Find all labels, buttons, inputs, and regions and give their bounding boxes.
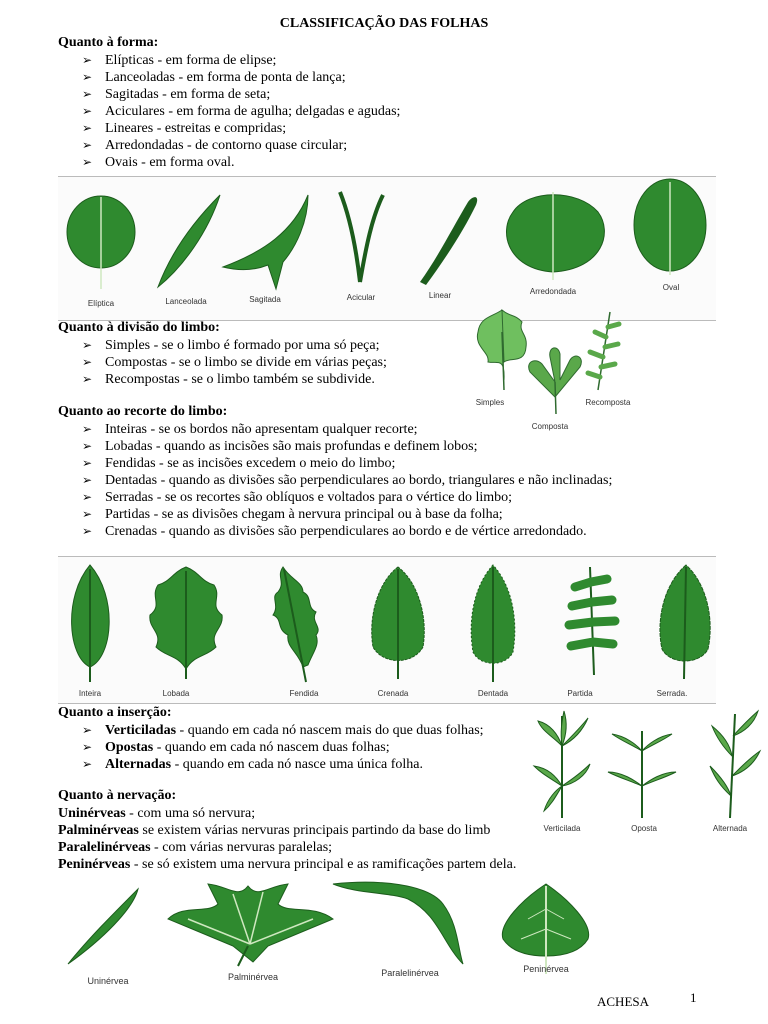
alternate-icon <box>710 711 760 818</box>
verticillate-icon <box>534 711 590 818</box>
list-recorte <box>58 421 612 540</box>
simple-leaf-icon <box>477 310 526 390</box>
arrow-bullet-icon: ➢ <box>82 87 93 101</box>
lobed-leaf-icon <box>150 567 222 679</box>
list-item: ➢ Fendidas - se as incisões excedem o meio do limbo; <box>82 456 396 471</box>
list-item: ➢ Lineares - estreitas e compridas; <box>82 121 287 136</box>
opposite-icon <box>608 731 676 818</box>
list-divisao <box>58 337 387 388</box>
list-item: ➢ Recompostas - se o limbo também se subdivide. <box>82 372 375 387</box>
margin-caption: Lobada <box>162 689 190 698</box>
arrow-bullet-icon: ➢ <box>82 507 93 521</box>
arrow-bullet-icon: ➢ <box>82 338 93 352</box>
arrow-bullet-icon: ➢ <box>82 138 93 152</box>
elliptic-leaf-icon <box>67 196 135 289</box>
arrow-bullet-icon: ➢ <box>82 524 93 538</box>
division-caption: Composta <box>531 422 569 431</box>
palminerved-leaf-icon <box>168 884 333 966</box>
margin-caption: Dentada <box>477 689 509 698</box>
list-item: ➢ Verticiladas - quando em cada nó nascem mais do que duas folhas; <box>82 723 484 738</box>
list-item: Paralelinérveas - com várias nervuras paralelas; <box>58 840 333 855</box>
list-item: Uninérveas - com uma só nervura; <box>58 806 256 821</box>
list-item: ➢ Ovais - em forma oval. <box>82 155 235 170</box>
leaf-venation-illustration <box>58 874 618 984</box>
arrow-bullet-icon: ➢ <box>82 723 93 737</box>
list-item: ➢ Dentadas - quando as divisões são perpendiculares ao bordo, triangulares e não inclinadas; <box>82 473 613 488</box>
list-item: ➢ Crenadas - quando as divisões são perpendiculares ao bordo e de vértice arredondado. <box>82 524 587 539</box>
cleft-leaf-icon <box>273 567 318 682</box>
list-item: ➢ Lobadas - quando as incisões são mais profundas e definem lobos; <box>82 439 478 454</box>
list-item: ➢ Partidas - se as divisões chegam à nervura principal ou à base da folha; <box>82 507 503 522</box>
margin-caption: Crenada <box>377 689 409 698</box>
shape-caption: Oval <box>662 283 680 292</box>
rounded-leaf-icon <box>506 192 604 280</box>
leaf-division-illustration <box>470 302 640 432</box>
insertion-caption: Verticilada <box>543 824 581 833</box>
arrow-bullet-icon: ➢ <box>82 757 93 771</box>
recompound-leaf-icon <box>588 312 619 390</box>
venation-caption: Peninérvea <box>523 964 569 974</box>
arrow-bullet-icon: ➢ <box>82 104 93 118</box>
crenate-leaf-icon <box>372 567 425 679</box>
parallelnerved-leaf-icon <box>333 882 463 964</box>
lanceolate-leaf-icon <box>158 195 220 287</box>
arrow-bullet-icon: ➢ <box>82 456 93 470</box>
margin-caption: Partida <box>567 689 593 698</box>
section-heading-nervacao: Quanto à nervação: <box>58 788 177 803</box>
leaf-insertion-illustration <box>530 706 765 838</box>
venation-caption: Paralelinérvea <box>381 968 439 978</box>
division-caption: Simples <box>475 398 505 407</box>
list-insercao <box>58 722 484 773</box>
list-item: ➢ Inteiras - se os bordos não apresentam qualquer recorte; <box>82 422 418 437</box>
arrow-bullet-icon: ➢ <box>82 70 93 84</box>
page-number: 1 <box>690 990 697 1005</box>
margin-caption: Inteira <box>78 689 102 698</box>
uninerved-leaf-icon <box>68 889 138 964</box>
shape-caption: Sagitada <box>249 295 281 304</box>
shape-caption: Arredondada <box>529 287 577 296</box>
list-item: ➢ Elípticas - em forma de elipse; <box>82 53 277 68</box>
sagittate-leaf-icon <box>223 195 308 289</box>
insertion-caption: Alternada <box>712 824 748 833</box>
list-item: Peninérveas - se só existem uma nervura principal e as ramificações partem dela. <box>58 857 517 872</box>
list-item: ➢ Opostas - quando em cada nó nascem duas folhas; <box>82 740 390 755</box>
list-forma <box>58 52 400 171</box>
peninerved-leaf-icon <box>502 884 588 974</box>
leaf-margins-svg <box>58 557 716 703</box>
list-item: ➢ Compostas - se o limbo se divide em várias peças; <box>82 355 387 370</box>
list-item: ➢ Simples - se o limbo é formado por uma só peça; <box>82 338 380 353</box>
arrow-bullet-icon: ➢ <box>82 422 93 436</box>
arrow-bullet-icon: ➢ <box>82 355 93 369</box>
section-heading-forma: Quanto à forma: <box>58 35 159 50</box>
leaf-margins-illustration <box>58 556 716 704</box>
arrow-bullet-icon: ➢ <box>82 121 93 135</box>
shape-caption: Acicular <box>346 293 376 302</box>
list-item: Palminérveas se existem várias nervuras principais partindo da base do limb <box>58 823 491 838</box>
compound-leaf-icon <box>529 348 582 414</box>
shape-caption: Linear <box>428 291 452 300</box>
margin-caption: Serrada. <box>656 689 688 698</box>
insertion-caption: Oposta <box>631 824 657 833</box>
venation-caption: Palminérvea <box>227 972 279 982</box>
shape-caption: Elíptica <box>87 299 115 308</box>
footer-author: ACHESA <box>597 994 650 1009</box>
leaf-division-svg <box>470 302 640 432</box>
list-item: ➢ Aciculares - em forma de agulha; delgadas e agudas; <box>82 104 401 119</box>
venation-caption: Uninérvea <box>87 976 129 986</box>
arrow-bullet-icon: ➢ <box>82 372 93 386</box>
arrow-bullet-icon: ➢ <box>82 473 93 487</box>
parted-leaf-icon <box>569 567 615 675</box>
linear-leaf-icon <box>420 197 477 285</box>
leaf-shapes-illustration <box>58 176 716 321</box>
division-caption: Recomposta <box>585 398 631 407</box>
page-title: CLASSIFICAÇÃO DAS FOLHAS <box>279 16 489 31</box>
arrow-bullet-icon: ➢ <box>82 490 93 504</box>
list-item: ➢ Alternadas - quando em cada nó nasce uma única folha. <box>82 757 424 772</box>
arrow-bullet-icon: ➢ <box>82 53 93 67</box>
list-nervacao-2 <box>58 839 516 873</box>
arrow-bullet-icon: ➢ <box>82 155 93 169</box>
acicular-leaf-icon <box>340 192 383 282</box>
section-heading-insercao: Quanto a inserção: <box>58 705 172 720</box>
section-heading-recorte: Quanto ao recorte do limbo: <box>58 404 228 419</box>
section-heading-divisao: Quanto à divisão do limbo: <box>58 320 220 335</box>
list-nervacao-1 <box>58 805 528 839</box>
list-item: ➢ Lanceoladas - em forma de ponta de lança; <box>82 70 346 85</box>
list-item: ➢ Sagitadas - em forma de seta; <box>82 87 271 102</box>
list-item: ➢ Serradas - se os recortes são oblíquos e voltados para o vértice do limbo; <box>82 490 513 505</box>
serrate-leaf-icon <box>660 565 710 679</box>
list-item: ➢ Arredondadas - de contorno quase circular; <box>82 138 348 153</box>
leaf-insertion-svg <box>530 706 765 838</box>
arrow-bullet-icon: ➢ <box>82 740 93 754</box>
arrow-bullet-icon: ➢ <box>82 439 93 453</box>
margin-caption: Fendida <box>289 689 319 698</box>
oval-leaf-icon <box>634 179 706 275</box>
entire-leaf-icon <box>72 565 110 682</box>
shape-caption: Lanceolada <box>165 297 207 306</box>
dentate-leaf-icon <box>471 565 515 682</box>
